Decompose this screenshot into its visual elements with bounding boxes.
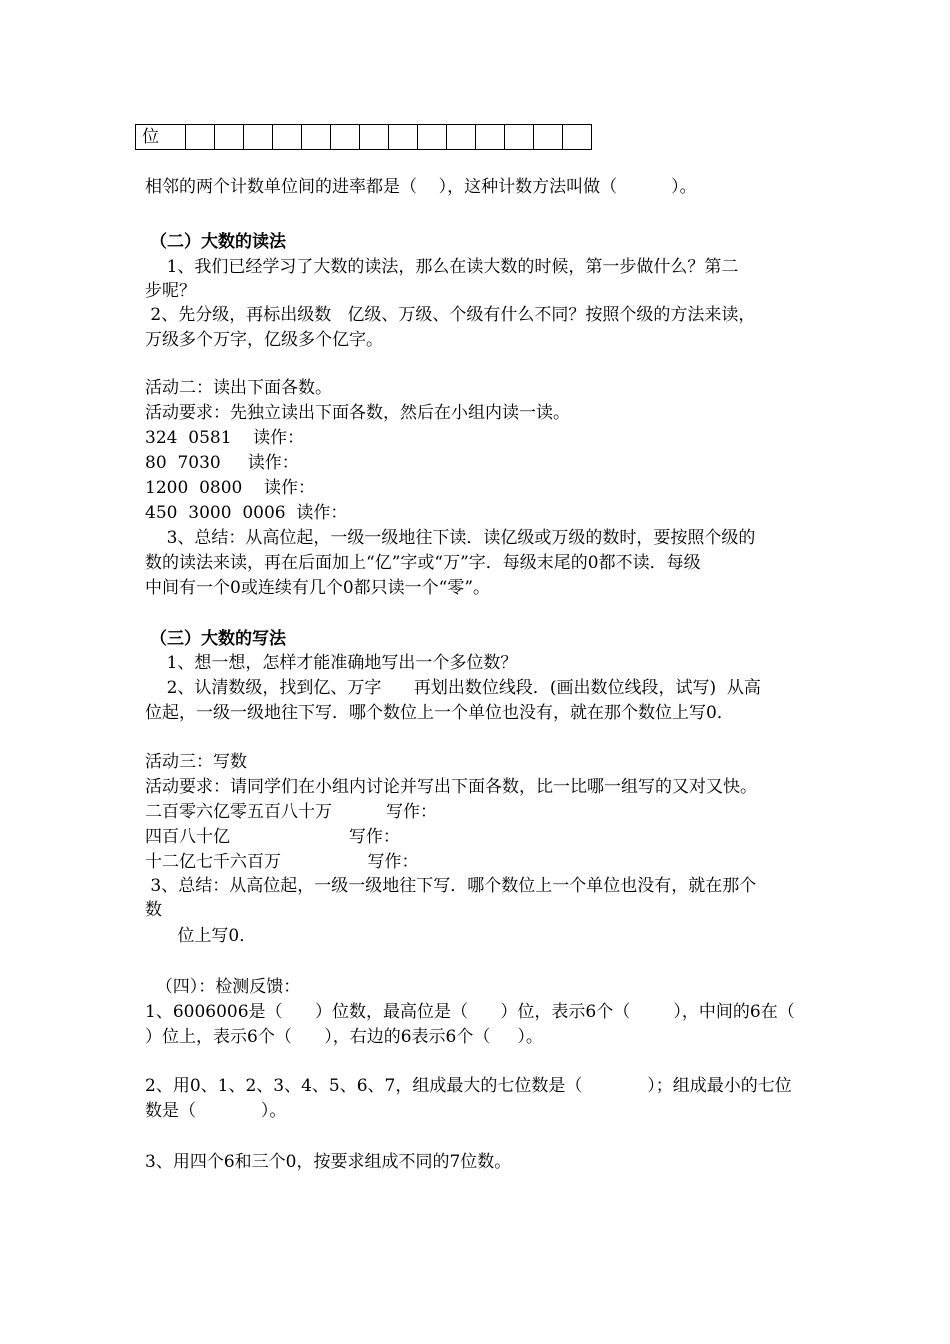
empty-cell	[244, 125, 273, 150]
empty-cell	[505, 125, 534, 150]
paragraph-line: 2、认清数级，找到亿、万字 再划出数位线段．(画出数位线段，试写) 从高	[145, 678, 761, 698]
empty-cell	[302, 125, 331, 150]
place-value-label-cell: 位	[136, 125, 186, 150]
paragraph-line: 步呢？	[145, 281, 196, 301]
empty-cell	[447, 125, 476, 150]
empty-cell	[389, 125, 418, 150]
quiz-question-2-continued: 数是（ ）。	[145, 1101, 287, 1121]
paragraph-line: 万级多个万字，亿级多个亿字。	[145, 330, 383, 350]
quiz-question-3: 3、用四个6和三个0，按要求组成不同的7位数。	[145, 1152, 512, 1172]
section-heading-reading: （二）大数的读法	[150, 232, 286, 252]
writing-exercise: 十二亿七千六百万 写作：	[145, 852, 419, 872]
empty-cell	[563, 125, 592, 150]
activity-title: 活动三：写数	[145, 752, 247, 772]
reading-exercise: 80 7030 读作：	[145, 453, 299, 473]
place-value-table	[135, 124, 592, 150]
writing-exercise: 二百零六亿零五百八十万 写作：	[145, 802, 438, 822]
quiz-question-2: 2、用0、1、2、3、4、5、6、7，组成最大的七位数是（ ）；组成最小的七位	[145, 1076, 792, 1096]
empty-cell	[534, 125, 563, 150]
paragraph-line: 位起，一级一级地往下写．哪个数位上一个单位也没有，就在那个数位上写0．	[145, 703, 734, 723]
radix-question: 相邻的两个计数单位间的进率都是（ ），这种计数方法叫做（ ）。	[145, 177, 697, 197]
paragraph-line: 1、我们已经学习了大数的读法，那么在读大数的时候，第一步做什么？第二	[145, 257, 739, 277]
quiz-question-1: 1、6006006是（ ）位数，最高位是（ ）位，表示6个（ ），中间的6在（	[145, 1002, 795, 1022]
paragraph-line: 数	[145, 900, 162, 920]
paragraph-line: 中间有一个0或连续有几个0都只读一个“零”。	[145, 578, 491, 598]
quiz-question-1-continued: ）位上，表示6个（ ），右边的6表示6个（ ）。	[145, 1027, 543, 1047]
activity-requirement: 活动要求：先独立读出下面各数，然后在小组内读一读。	[145, 403, 570, 423]
paragraph-line: 数的读法来读，再在后面加上“亿”字或“万”字．每级末尾的0都不读．每级	[145, 553, 701, 573]
paragraph-line: 3、总结：从高位起，一级一级地往下写．哪个数位上一个单位也没有，就在那个	[145, 876, 757, 896]
empty-cell	[273, 125, 302, 150]
section-heading-writing: （三）大数的写法	[150, 629, 286, 649]
empty-cell	[418, 125, 447, 150]
empty-cell	[476, 125, 505, 150]
reading-exercise: 1200 0800 读作：	[145, 478, 315, 498]
paragraph-line: 2、先分级，再标出级数 亿级、万级、个级有什么不同？按照个级的方法来读，	[145, 305, 756, 325]
section-heading-feedback: （四）：检测反馈：	[145, 977, 301, 997]
empty-cell	[331, 125, 360, 150]
activity-requirement: 活动要求：请同学们在小组内讨论并写出下面各数，比一比哪一组写的又对又快。	[145, 777, 757, 797]
empty-cell	[215, 125, 244, 150]
paragraph-line: 1、想一想，怎样才能准确地写出一个多位数？	[145, 653, 518, 673]
reading-exercise: 324 0581 读作：	[145, 428, 305, 448]
empty-cell	[360, 125, 389, 150]
empty-cell	[186, 125, 215, 150]
paragraph-line: 3、总结：从高位起，一级一级地往下读．读亿级或万级的数时，要按照个级的	[145, 528, 756, 548]
writing-exercise: 四百八十亿 写作：	[145, 827, 400, 847]
reading-exercise: 450 3000 0006 读作：	[145, 503, 348, 523]
paragraph-line: 位上写0．	[145, 926, 257, 946]
activity-title: 活动二：读出下面各数。	[145, 378, 332, 398]
